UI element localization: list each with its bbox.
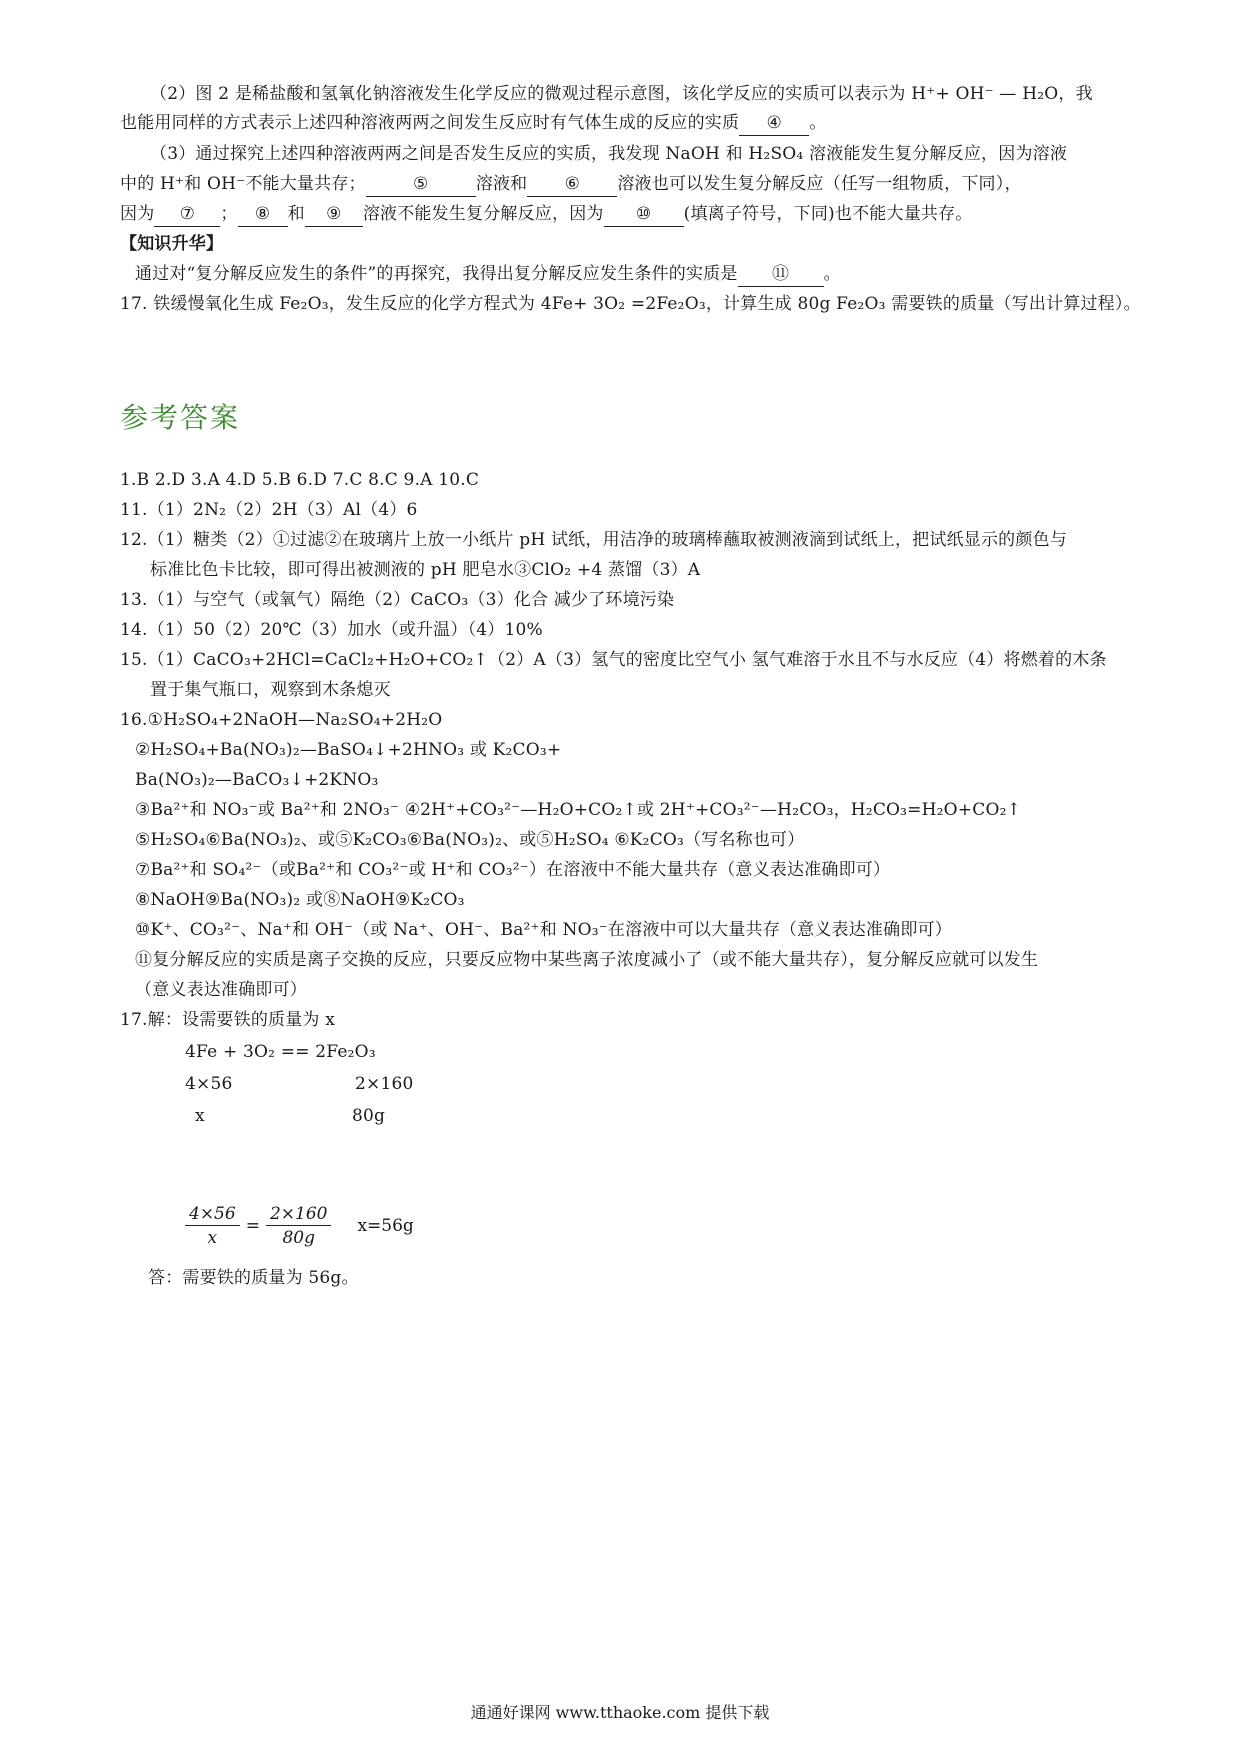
blank-6: ⑥ (527, 172, 617, 197)
answer-15-line1: 15.（1）CaCO₃+2HCl=CaCl₂+H₂O+CO₂↑（2）A（3）氢气的密度比空气小 氢气难溶于水且不与水反应（4）将燃着的木条 (120, 650, 1107, 670)
answer-17-proportion: $\frac{4\times 56}{x}$ = $\frac{2\times 160}{80g}$ x=56g (185, 1200, 414, 1252)
answers-heading: 参考答案 (120, 401, 241, 434)
q16-part2-line2: 也能用同样的方式表示上述四种溶液两两之间发生反应时有气体生成的反应的实质 ④ 。 (120, 111, 1130, 136)
answer-16-line1: 16.①H₂SO₄+2NaOH—Na₂SO₄+2H₂O (120, 710, 443, 730)
answer-17-intro: 17.解：设需要铁的质量为 x (120, 1010, 336, 1030)
answer-16-line5: ⑤H₂SO₄⑥Ba(NO₃)₂、或⑤K₂CO₃⑥Ba(NO₃)₂、或⑤H₂SO₄ ⑥K₂CO₃（写名称也可） (135, 830, 805, 850)
fraction-right-numerator: 2×160 (266, 1203, 332, 1226)
answer-17-x: x (195, 1106, 205, 1126)
q16-part2-line1: （2）图 2 是稀盐酸和氢氧化钠溶液发生化学反应的微观过程示意图，该化学反应的实质可以表示为 H⁺+ OH⁻ — H₂O，我 (150, 84, 1093, 104)
q16-part2-text: 也能用同样的方式表示上述四种溶液两两之间发生反应时有气体生成的反应的实质 (120, 113, 740, 133)
blank-11: ⑪ (738, 262, 824, 287)
q16-part3-text-a: 中的 H⁺和 OH⁻不能大量共存； (120, 174, 366, 194)
answer-17-mass-fe: 4×56 (185, 1074, 233, 1094)
knowledge-upgrade-line (135, 262, 1130, 287)
fraction-right (266, 1203, 332, 1250)
knowledge-upgrade-end: 。 (823, 264, 841, 284)
answer-17-mass-fe2o3: 2×160 (355, 1074, 414, 1094)
q16-part3-text-b: 溶液和 (475, 174, 528, 194)
page-footer: 通通好课网 www.tthaoke.com 提供下载 (470, 1703, 770, 1722)
answer-16-line6: ⑦Ba²⁺和 SO₄²⁻（或Ba²⁺和 CO₃²⁻或 H⁺和 CO₃²⁻）在溶液中不能大量共存（意义表达准确即可） (135, 860, 891, 880)
blank-9: ⑨ (305, 202, 363, 227)
fraction-left-denominator: x (207, 1227, 218, 1248)
q16-part3-line2 (120, 172, 1130, 197)
blank-4: ④ (739, 111, 809, 136)
answer-17-result: x=56g (357, 1216, 414, 1236)
answer-16-line9: ⑪复分解反应的实质是离子交换的反应，只要反应物中某些离子浓度减小了（或不能大量共存），复分解反应就可以发生 (135, 950, 1039, 970)
blank-8: ⑧ (238, 202, 288, 227)
answer-12-line2: 标准比色卡比较，即可得出被测液的 pH 肥皂水③ClO₂ +4 蒸馏（3）A (150, 560, 701, 580)
q16-part3-line1: （3）通过探究上述四种溶液两两之间是否发生反应的实质，我发现 NaOH 和 H₂SO₄ 溶液能发生复分解反应，因为溶液 (150, 144, 1068, 164)
answer-17-equation: 4Fe + 3O₂ == 2Fe₂O₃ (185, 1042, 376, 1062)
answer-16-line7: ⑧NaOH⑨Ba(NO₃)₂ 或⑧NaOH⑨K₂CO₃ (135, 890, 465, 910)
question-17: 17. 铁缓慢氧化生成 Fe₂O₃，发生反应的化学方程式为 4Fe+ 3O₂ =2Fe₂O₃，计算生成 80g Fe₂O₃ 需要铁的质量（写出计算过程）。 (120, 294, 1141, 314)
answer-16-line2: ②H₂SO₄+Ba(NO₃)₂—BaSO₄↓+2HNO₃ 或 K₂CO₃+ (135, 740, 562, 760)
q16-part3-text-h: (填离子符号，下同)也不能大量共存。 (683, 204, 973, 224)
answer-16-line8: ⑩K⁺、CO₃²⁻、Na⁺和 OH⁻（或 Na⁺、OH⁻、Ba²⁺和 NO₃⁻在溶液中可以大量共存（意义表达准确即可） (135, 920, 952, 940)
answer-14: 14.（1）50（2）20℃（3）加水（或升温）（4）10% (120, 620, 543, 640)
blank-10: ⑩ (604, 202, 684, 227)
q16-part3-line3 (120, 202, 1130, 227)
fraction-left (185, 1203, 240, 1250)
answer-15-line2: 置于集气瓶口，观察到木条熄灭 (150, 680, 391, 700)
answer-11: 11.（1）2N₂（2）2H（3）Al（4）6 (120, 500, 418, 520)
blank-5: ⑤ (366, 172, 476, 197)
q16-part3-text-f: 和 (287, 204, 305, 224)
answer-17-conclusion: 答：需要铁的质量为 56g。 (148, 1268, 359, 1288)
q16-part3-text-e: ； (220, 204, 238, 224)
answer-13: 13.（1）与空气（或氧气）隔绝（2）CaCO₃（3）化合 减少了环境污染 (120, 590, 675, 610)
q16-part3-text-d: 因为 (120, 204, 155, 224)
answer-16-line3: Ba(NO₃)₂—BaCO₃↓+2KNO₃ (135, 770, 379, 790)
blank-7: ⑦ (154, 202, 220, 227)
answer-16-line4: ③Ba²⁺和 NO₃⁻或 Ba²⁺和 2NO₃⁻ ④2H⁺+CO₃²⁻—H₂O+CO₂↑或 2H⁺+CO₃²⁻—H₂CO₃，H₂CO₃=H₂O+CO₂↑ (135, 800, 1022, 820)
knowledge-upgrade-text: 通过对“复分解反应发生的条件”的再探究，我得出复分解反应发生条件的实质是 (135, 264, 738, 284)
q16-part3-text-g: 溶液不能发生复分解反应，因为 (362, 204, 604, 224)
answer-17-80g: 80g (352, 1106, 386, 1126)
answer-12-line1: 12.（1）糖类（2）①过滤②在玻璃片上放一小纸片 pH 试纸，用洁净的玻璃棒蘸取被测液滴到试纸上，把试纸显示的颜色与 (120, 530, 1067, 550)
fraction-left-numerator: 4×56 (185, 1203, 240, 1226)
fraction-right-denominator: 80g (282, 1227, 315, 1248)
q16-part3-text-c: 溶液也可以发生复分解反应（任写一组物质，下同）， (617, 174, 1022, 194)
knowledge-upgrade-title: 【知识升华】 (120, 234, 224, 254)
answer-1-10: 1.B 2.D 3.A 4.D 5.B 6.D 7.C 8.C 9.A 10.C (120, 470, 480, 490)
answer-16-line10: （意义表达准确即可） (135, 980, 307, 1000)
